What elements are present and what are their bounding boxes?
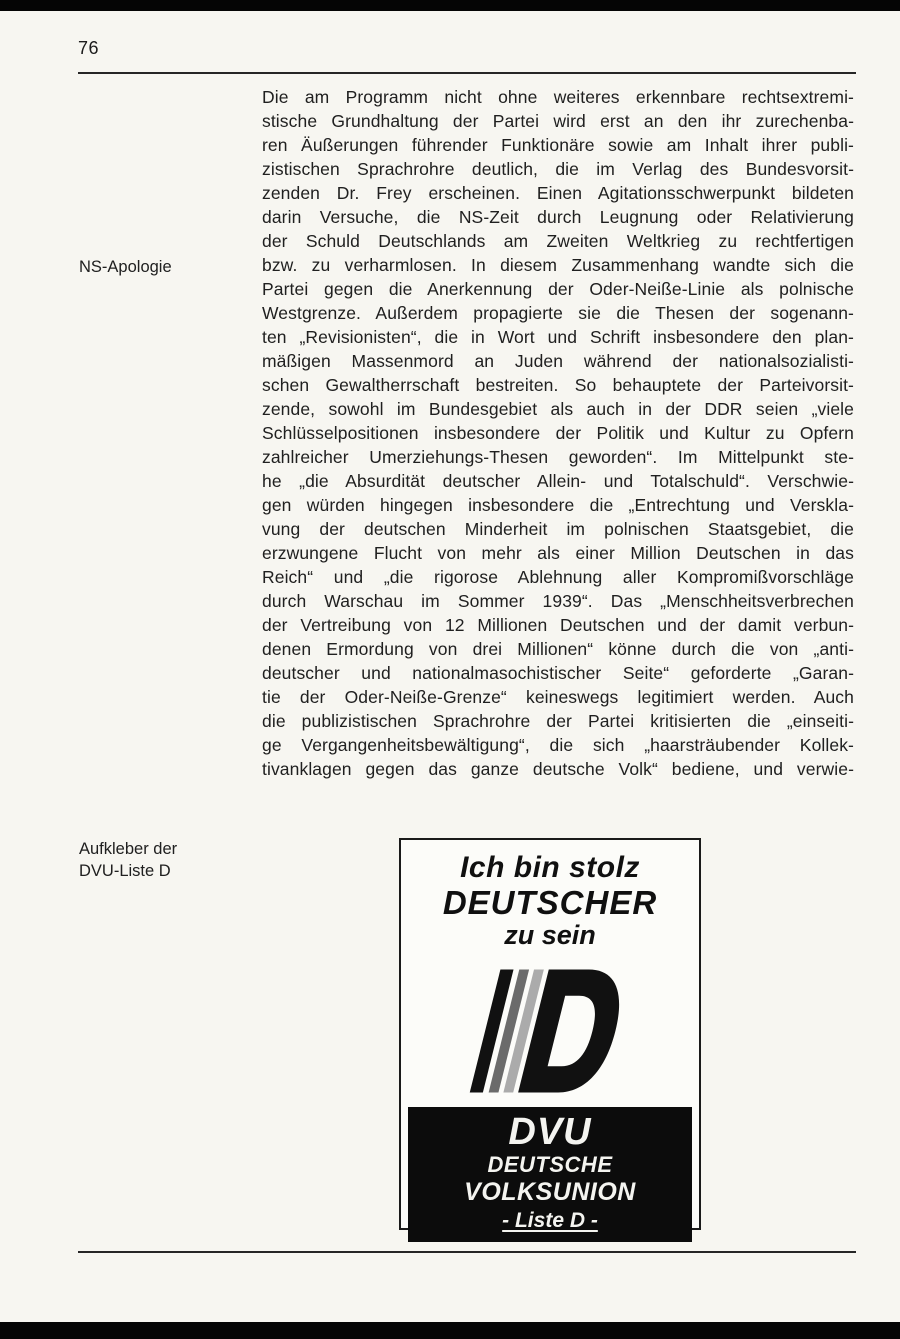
top-horizontal-rule xyxy=(78,72,856,74)
margin-label-ns-apologie: NS-Apologie xyxy=(79,258,172,276)
body-line: zistischen Sprachrohre deutlich, die im Verlag des Bundesvorsit- xyxy=(262,159,854,179)
body-line: stische Grundhaltung der Partei wird erst an den ihr zurechenba- xyxy=(262,111,854,131)
sticker-headline-1: Ich bin stolz xyxy=(460,851,640,884)
body-line: erzwungene Flucht von mehr als einer Million Deutschen in das xyxy=(262,543,854,563)
body-line: darin Versuche, die NS-Zeit durch Leugnung oder Relativierung xyxy=(262,207,854,227)
sticker-headline-2: DEUTSCHER xyxy=(442,884,658,921)
body-line: Partei gegen die Anerkennung der Oder-Neiße-Linie als polnische xyxy=(262,279,854,299)
body-line: ten „Revisionisten“, die in Wort und Schrift insbesondere den plan- xyxy=(262,327,854,347)
body-line: der Vertreibung von 12 Millionen Deutschen und der damit verbun- xyxy=(262,615,854,635)
body-line: Reich“ und „die rigorose Ablehnung aller Kompromißvorschläge xyxy=(262,567,854,587)
body-line: zende, sowohl im Bundesgebiet als auch in der DDR seien „viele xyxy=(262,399,854,419)
body-line: gen würden hingegen insbesondere die „Entrechtung und Verskla- xyxy=(262,495,854,515)
dvu-box-line4: - Liste D - xyxy=(502,1209,598,1233)
body-line: bzw. zu verharmlosen. In diesem Zusammenhang wandte sich die xyxy=(262,255,854,275)
sticker-headline-3: zu sein xyxy=(504,920,596,951)
body-line: denen Ermordung von drei Millionen“ könne durch die von „anti- xyxy=(262,639,854,659)
page-number: 76 xyxy=(78,38,100,58)
bottom-horizontal-rule xyxy=(78,1251,856,1253)
body-line: tie der Oder-Neiße-Grenze“ keineswegs legitimiert werden. Auch xyxy=(262,687,854,707)
margin-label-aufkleber-line1: Aufkleber der xyxy=(79,840,178,858)
scan-artifact-bottom-bar xyxy=(0,1322,900,1339)
body-line: deutscher und nationalmasochistischer Seite“ geforderte „Garan- xyxy=(262,663,854,683)
body-line: schen Gewaltherrschaft bestreiten. So behauptete der Parteivorsit- xyxy=(262,375,854,395)
dvu-sticker-image xyxy=(399,838,701,1233)
body-line: durch Warschau im Sommer 1939“. Das „Menschheitsverbrechen xyxy=(262,591,854,611)
body-line: Westgrenze. Außerdem propagierte sie die Thesen der sogenann- xyxy=(262,303,854,323)
body-line: zenden Dr. Frey erscheinen. Einen Agitationsschwerpunkt bildeten xyxy=(262,183,854,203)
dvu-sticker-inner xyxy=(408,847,692,1233)
dvu-d-logo-icon xyxy=(466,960,634,1107)
body-line: Schlüsselpositionen insbesondere der Politik und Kultur zu Opfern xyxy=(262,423,854,443)
margin-label-aufkleber-line2: DVU-Liste D xyxy=(79,862,171,880)
body-line: he „die Absurdität deutscher Allein- und Totalschuld“. Verschwie- xyxy=(262,471,854,491)
body-line: mäßigen Massenmord an Juden während der nationalsozialisti- xyxy=(262,351,854,371)
body-line: die publizistischen Sprachrohre der Partei kritisierten die „einseiti- xyxy=(262,711,854,731)
body-line: Die am Programm nicht ohne weiteres erkennbare rechtsextremi- xyxy=(262,87,854,107)
body-line: zahlreicher Umerziehungs-Thesen geworden“. Im Mittelpunkt ste- xyxy=(262,447,854,467)
scan-artifact-top-bar xyxy=(0,0,900,11)
body-line: vung der deutschen Minderheit im polnischen Staatsgebiet, die xyxy=(262,519,854,539)
dvu-box-title: DVU xyxy=(508,1110,592,1153)
body-line: der Schuld Deutschlands am Zweiten Weltkrieg zu rechtfertigen xyxy=(262,231,854,251)
body-text xyxy=(262,85,854,781)
body-line: tivanklagen gegen das ganze deutsche Volk“ bediene, und verwie- xyxy=(262,759,854,779)
body-line: ren Äußerungen führender Funktionäre sowie am Inhalt ihrer publi- xyxy=(262,135,854,155)
dvu-black-box xyxy=(408,1107,692,1242)
margin-label-aufkleber xyxy=(79,838,177,882)
dvu-box-line2: DEUTSCHE xyxy=(487,1151,613,1177)
body-line: ge Vergangenheitsbewältigung“, die sich „haarsträubender Kollek- xyxy=(262,735,854,755)
dvu-box-line3: VOLKSUNION xyxy=(464,1177,636,1206)
